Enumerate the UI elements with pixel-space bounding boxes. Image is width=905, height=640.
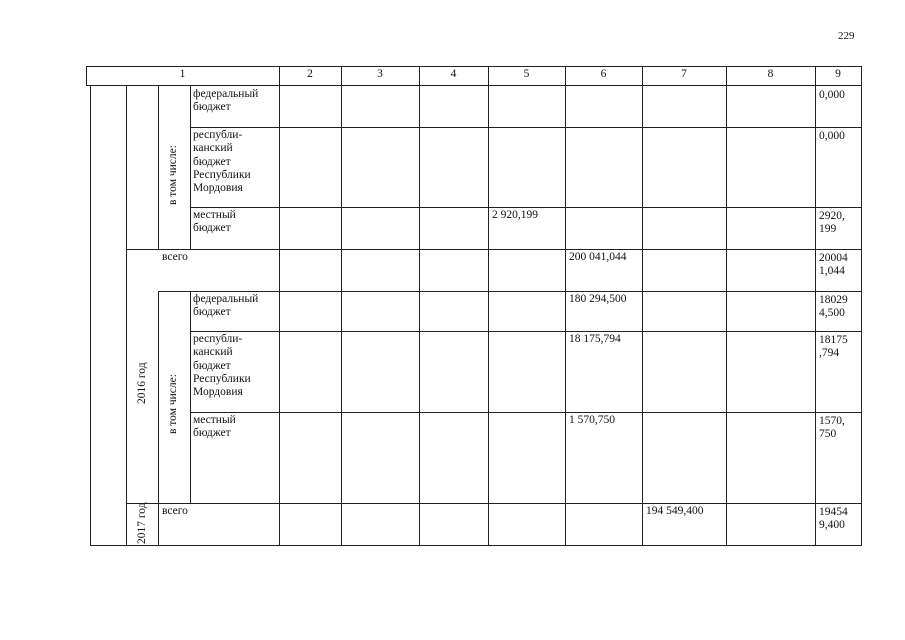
cell-col5: 2 920,199	[492, 209, 538, 221]
table-top-border	[86, 66, 862, 67]
in-total-label: в том числе:	[167, 145, 179, 205]
row-label-local-budget: местный бюджет	[193, 414, 236, 440]
column-separator	[726, 66, 727, 546]
page-number: 229	[838, 30, 855, 42]
table-right-border	[861, 66, 862, 546]
label-column-border	[190, 86, 191, 250]
year-2017-label: 2017 год	[136, 502, 148, 544]
cell-col6: 200 041,044	[569, 251, 627, 263]
year-2016-label: 2016 год	[136, 362, 148, 404]
row-label-federal-budget: федеральный бюджет	[193, 293, 259, 319]
label-column-border	[190, 291, 191, 503]
column-separator	[815, 66, 816, 546]
cell-col7: 194 549,400	[646, 505, 704, 517]
row-divider	[190, 127, 862, 128]
header-cell: 7	[681, 68, 687, 80]
cell-col9: 19454 9,400	[819, 506, 848, 532]
table-bottom-border	[90, 545, 862, 546]
row-label-republican-budget: республи- канский бюджет Республики Мордовия	[193, 333, 251, 399]
cell-col9: 1570, 750	[819, 415, 845, 441]
header-cell: 3	[377, 68, 383, 80]
row-divider	[126, 249, 862, 250]
cell-col6: 18 175,794	[569, 333, 621, 345]
column-separator	[488, 66, 489, 546]
in-total-label: в том числе:	[167, 374, 179, 434]
row-divider	[190, 207, 862, 208]
column-separator	[341, 66, 342, 546]
row-divider	[190, 331, 862, 332]
column-separator	[279, 66, 280, 546]
header-cell: 4	[450, 68, 457, 80]
cell-col9: 18175 ,794	[819, 334, 848, 360]
year-column-border	[126, 86, 127, 546]
row-divider	[158, 291, 862, 292]
row-label-total: всего	[162, 251, 188, 263]
header-cell: 9	[835, 68, 841, 80]
table-left-border	[90, 86, 91, 546]
header-bottom-border	[86, 85, 862, 86]
row-divider	[126, 503, 862, 504]
subgroup-column-border	[158, 86, 159, 250]
row-divider	[190, 412, 862, 413]
subgroup-column-border	[158, 291, 159, 503]
header-cell: 6	[600, 68, 607, 80]
cell-col6: 1 570,750	[569, 414, 615, 426]
cell-col9: 0,000	[819, 130, 845, 142]
row-label-local-budget: местный бюджет	[193, 209, 236, 235]
header-cell: 2	[307, 68, 313, 80]
column-separator	[565, 66, 566, 546]
header-cell: 5	[523, 68, 530, 80]
row-label-federal-budget: федеральный бюджет	[193, 88, 259, 114]
header-cell: 8	[767, 68, 774, 80]
column-separator	[642, 66, 643, 546]
cell-col9: 0,000	[819, 89, 845, 101]
cell-col6: 180 294,500	[569, 293, 627, 305]
row-label-republican-budget: республи- канский бюджет Республики Мордовия	[193, 129, 251, 195]
cell-col9: 18029 4,500	[819, 294, 848, 320]
row-label-total: всего	[162, 505, 188, 517]
header-cell: 1	[179, 68, 186, 80]
cell-col9: 2920, 199	[819, 210, 845, 236]
cell-col9: 20004 1,044	[819, 252, 848, 278]
column-separator	[419, 66, 420, 546]
subgroup-column-border	[158, 503, 159, 546]
